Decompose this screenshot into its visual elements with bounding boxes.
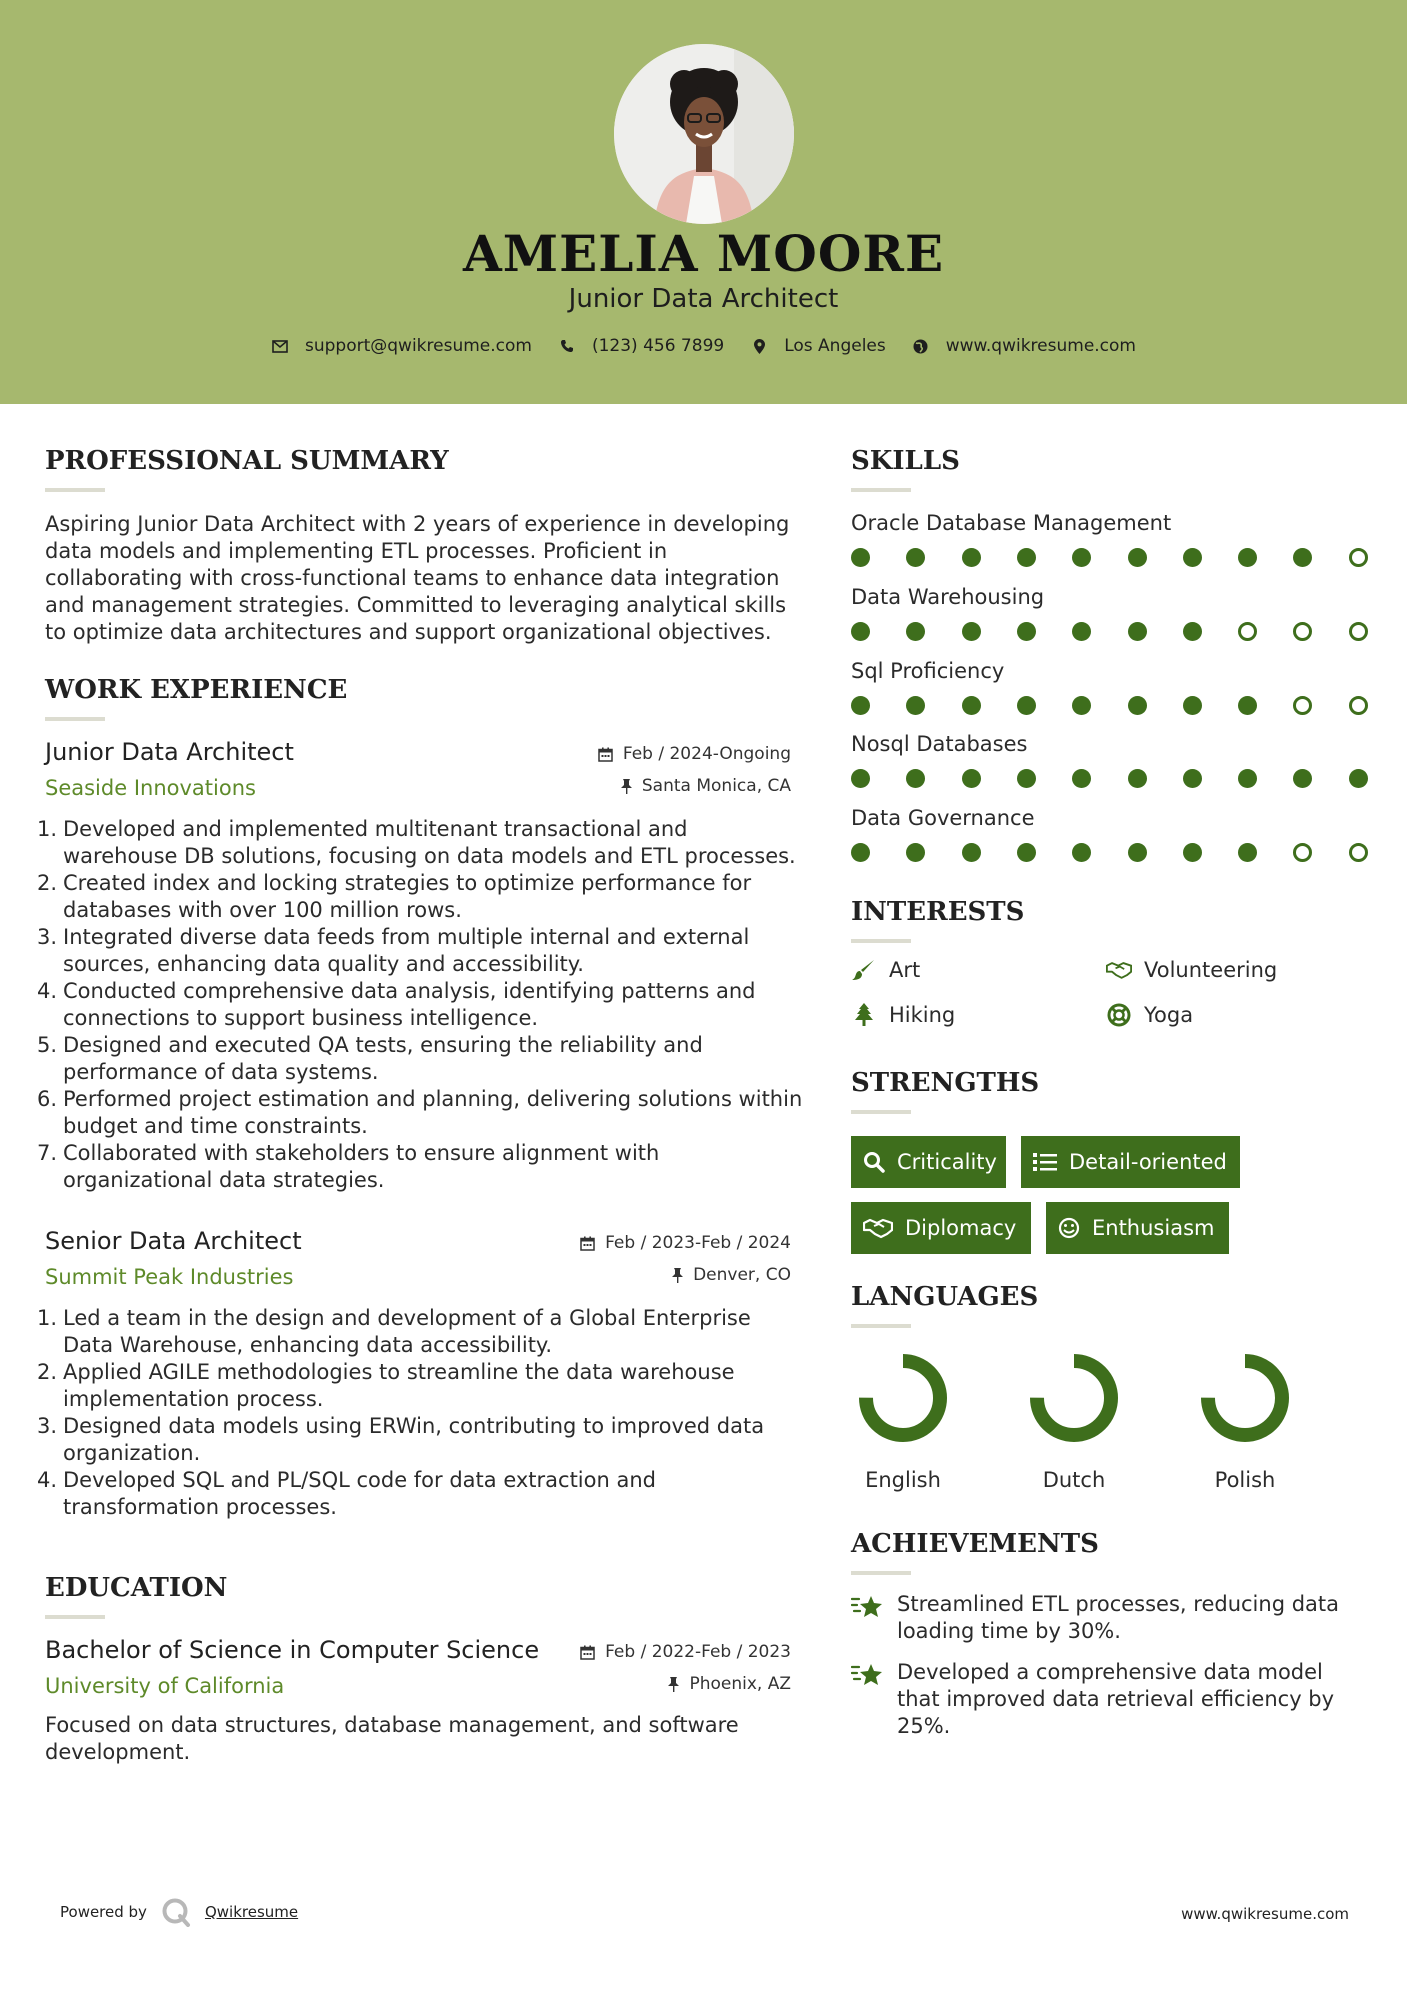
job-entry — [37, 1227, 791, 1527]
achievement-text: Streamlined ETL processes, reducing data loading time by 30%. — [897, 1592, 1339, 1643]
strength-label: Criticality — [897, 1150, 997, 1174]
footer-url[interactable]: www.qwikresume.com — [1181, 1905, 1349, 1923]
language-progress-ring — [1197, 1350, 1293, 1446]
education-heading: EDUCATION — [45, 1573, 228, 1603]
skill-dot-filled — [1128, 622, 1147, 641]
search-icon — [863, 1151, 885, 1173]
degree-title: Bachelor of Science in Computer Science — [45, 1636, 540, 1664]
tree-icon — [851, 1003, 877, 1027]
skill-dot-filled — [1128, 548, 1147, 567]
job-date-text: Feb / 2023-Feb / 2024 — [605, 1233, 791, 1253]
list-item: 4. Conducted comprehensive data analysis, identifying patterns and connections to support business intelligence. — [37, 979, 756, 1030]
experience-heading: WORK EXPERIENCE — [45, 675, 348, 705]
achievement-item — [851, 1591, 1351, 1645]
interest-item — [851, 958, 920, 982]
envelope-icon — [271, 337, 289, 355]
education-location — [668, 1674, 791, 1694]
achievements-rule — [851, 1571, 911, 1575]
profile-photo — [614, 44, 794, 224]
skill-item — [851, 585, 1371, 613]
skill-dot-empty — [1293, 696, 1312, 715]
strength-badge — [851, 1136, 1006, 1188]
skill-dot-filled — [1017, 843, 1036, 862]
skill-dot-filled — [851, 769, 870, 788]
skill-dot-filled — [906, 622, 925, 641]
skill-dot-filled — [906, 843, 925, 862]
candidate-role: Junior Data Architect — [568, 284, 839, 314]
job-location-text: Santa Monica, CA — [641, 776, 791, 796]
job-location — [621, 776, 791, 796]
contact-bar — [0, 336, 1407, 356]
achievement-item — [851, 1659, 1351, 1740]
skill-dot-filled — [962, 769, 981, 788]
resume-header — [0, 0, 1407, 404]
languages-rule — [851, 1324, 911, 1328]
job-bullets — [37, 1305, 805, 1521]
globe-icon — [912, 337, 930, 355]
list-item: 6. Performed project estimation and planning, delivering solutions within budget and time constraints. — [37, 1087, 803, 1138]
skill-dot-filled — [1183, 548, 1202, 567]
skill-name: Data Warehousing — [851, 585, 1045, 609]
star-award-icon — [851, 1659, 885, 1740]
skill-dot-filled — [1072, 843, 1091, 862]
skill-item — [851, 659, 1371, 687]
skill-name: Nosql Databases — [851, 732, 1028, 756]
interest-label: Volunteering — [1144, 958, 1278, 982]
strength-label: Diplomacy — [905, 1216, 1017, 1240]
education-date-text: Feb / 2022-Feb / 2023 — [605, 1642, 791, 1662]
job-date — [580, 1233, 791, 1253]
skill-dot-filled — [1238, 548, 1257, 567]
skill-dot-filled — [1183, 622, 1202, 641]
strengths-heading: STRENGTHS — [851, 1068, 1040, 1098]
skill-dot-filled — [1017, 696, 1036, 715]
strength-badge — [1021, 1136, 1240, 1188]
achievement-text: Developed a comprehensive data model that improved data retrieval efficiency by 25%. — [897, 1660, 1335, 1738]
job-location-text: Denver, CO — [693, 1265, 791, 1285]
interest-item — [1106, 958, 1277, 982]
skill-dot-filled — [851, 548, 870, 567]
skill-dot-filled — [851, 843, 870, 862]
qwikresume-link[interactable]: Qwikresume — [204, 1903, 299, 1921]
skill-dot-filled — [1072, 696, 1091, 715]
list-item: 7. Collaborated with stakeholders to ensure alignment with organizational data strategies. — [37, 1141, 660, 1192]
pushpin-icon — [668, 1677, 679, 1692]
experience-rule — [45, 717, 105, 721]
paintbrush-icon — [851, 958, 877, 982]
skill-name: Sql Proficiency — [851, 659, 1005, 683]
interest-label: Hiking — [889, 1003, 956, 1027]
job-entry — [37, 738, 803, 1198]
list-item: 1. Developed and implemented multitenant transactional and warehouse DB solutions, focusing on data models and ETL processes. — [37, 817, 796, 868]
contact-location-text: Los Angeles — [784, 336, 886, 356]
skill-item — [851, 732, 1371, 760]
interest-label: Art — [889, 958, 921, 982]
language-name: Dutch — [1042, 1468, 1106, 1492]
education-location-text: Phoenix, AZ — [689, 1674, 791, 1694]
handshake-icon — [863, 1217, 893, 1239]
map-marker-icon — [750, 337, 768, 355]
pushpin-icon — [672, 1268, 683, 1283]
skill-dot-empty — [1349, 843, 1368, 862]
skill-item — [851, 806, 1371, 834]
footer-powered — [60, 1897, 298, 1927]
list-item: 3. Designed data models using ERWin, contributing to improved data organization. — [37, 1414, 765, 1465]
list-item: 3. Integrated diverse data feeds from multiple internal and external sources, enhancing data quality and accessibility. — [37, 925, 750, 976]
languages-heading: LANGUAGES — [851, 1282, 1039, 1312]
skill-dot-filled — [962, 696, 981, 715]
achievements-heading: ACHIEVEMENTS — [851, 1529, 1099, 1559]
skill-dot-empty — [1349, 696, 1368, 715]
skill-dot-filled — [962, 843, 981, 862]
job-title: Senior Data Architect — [45, 1227, 302, 1255]
summary-text: Aspiring Junior Data Architect with 2 years of experience in developing data models and implementing ETL processes. Proficient in collaborating with cross-functional teams to enhance data integration and management strategies. Committed to leveraging analytical skills to optimize data architectures and support organizational objectives. — [45, 512, 790, 644]
interest-item — [851, 1003, 955, 1027]
list-item: 2. Applied AGILE methodologies to streamline the data warehouse implementation process. — [37, 1360, 735, 1411]
skill-dot-filled — [962, 548, 981, 567]
contact-website-text: www.qwikresume.com — [945, 336, 1136, 356]
skill-dot-empty — [1349, 622, 1368, 641]
skill-dot-empty — [1293, 843, 1312, 862]
interests-rule — [851, 939, 911, 943]
language-item — [828, 1350, 978, 1492]
contact-email[interactable] — [271, 336, 532, 356]
job-date — [598, 744, 791, 764]
list-item: 5. Designed and executed QA tests, ensuring the reliability and performance of data systems. — [37, 1033, 703, 1084]
skill-dot-filled — [1017, 548, 1036, 567]
contact-website[interactable] — [912, 336, 1136, 356]
skill-dot-empty — [1238, 622, 1257, 641]
skill-dot-filled — [1072, 548, 1091, 567]
language-name: English — [865, 1468, 941, 1492]
pushpin-icon — [621, 779, 632, 794]
star-award-icon — [851, 1591, 885, 1645]
education-rule — [45, 1615, 105, 1619]
skill-dot-filled — [1293, 548, 1312, 567]
qwikresume-logo-icon — [161, 1897, 191, 1927]
education-entry — [45, 1636, 791, 1776]
list-item: 2. Created index and locking strategies to optimize performance for databases with over 100 million rows. — [37, 871, 752, 922]
education-date — [580, 1642, 791, 1662]
skill-dot-filled — [851, 696, 870, 715]
calendar-icon — [580, 1236, 595, 1251]
candidate-name: AMELIA MOORE — [462, 224, 945, 283]
strengths-rule — [851, 1110, 911, 1114]
interest-item — [1106, 1003, 1193, 1027]
calendar-icon — [580, 1645, 595, 1660]
list-item: 4. Developed SQL and PL/SQL code for data extraction and transformation processes. — [37, 1468, 656, 1519]
list-item: 1. Led a team in the design and development of a Global Enterprise Data Warehouse, enhancing data accessibility. — [37, 1306, 751, 1357]
job-company: Summit Peak Industries — [45, 1265, 294, 1289]
strength-badge — [851, 1202, 1031, 1254]
strength-label: Enthusiasm — [1092, 1216, 1215, 1240]
skill-item — [851, 511, 1371, 539]
school-name: University of California — [45, 1674, 285, 1698]
job-bullets — [37, 816, 805, 1194]
skill-dot-filled — [1072, 622, 1091, 641]
job-title: Junior Data Architect — [45, 738, 294, 766]
skill-dot-filled — [1072, 769, 1091, 788]
skill-dot-filled — [1128, 843, 1147, 862]
skill-dot-filled — [962, 622, 981, 641]
skill-dot-filled — [1183, 696, 1202, 715]
education-description: Focused on data structures, database management, and software development. — [45, 1713, 739, 1764]
skill-dot-filled — [1017, 769, 1036, 788]
skill-dot-filled — [1183, 843, 1202, 862]
contact-phone-text: (123) 456 7899 — [591, 336, 725, 356]
skill-dot-filled — [1349, 769, 1368, 788]
skill-name: Oracle Database Management — [851, 511, 1172, 535]
job-location — [672, 1265, 791, 1285]
skill-dot-filled — [1238, 843, 1257, 862]
skill-name: Data Governance — [851, 806, 1035, 830]
contact-location — [750, 336, 886, 356]
skill-dot-filled — [1238, 769, 1257, 788]
skill-dot-filled — [851, 622, 870, 641]
summary-rule — [45, 488, 105, 492]
language-item — [1170, 1350, 1320, 1492]
skill-dot-empty — [1293, 622, 1312, 641]
interest-label: Yoga — [1144, 1003, 1194, 1027]
smile-icon — [1058, 1217, 1080, 1239]
skill-dot-filled — [906, 548, 925, 567]
calendar-icon — [598, 747, 613, 762]
skill-dot-filled — [1293, 769, 1312, 788]
skill-dot-empty — [1349, 548, 1368, 567]
lifering-icon — [1106, 1003, 1132, 1027]
contact-phone[interactable] — [558, 336, 724, 356]
skill-dot-filled — [906, 696, 925, 715]
skill-dot-filled — [1238, 696, 1257, 715]
powered-by-label: Powered by — [60, 1903, 147, 1921]
strength-label: Detail-oriented — [1069, 1150, 1227, 1174]
interests-heading: INTERESTS — [851, 897, 1025, 927]
language-progress-ring — [1026, 1350, 1122, 1446]
language-name: Polish — [1214, 1468, 1276, 1492]
job-date-text: Feb / 2024-Ongoing — [622, 744, 791, 764]
phone-icon — [558, 337, 576, 355]
skill-dot-filled — [906, 769, 925, 788]
summary-heading: PROFESSIONAL SUMMARY — [45, 446, 449, 476]
strength-badge — [1046, 1202, 1229, 1254]
handshake-icon — [1106, 959, 1132, 981]
contact-email-text: support@qwikresume.com — [305, 336, 532, 356]
skills-heading: SKILLS — [851, 446, 960, 476]
skills-rule — [851, 488, 911, 492]
job-company: Seaside Innovations — [45, 776, 256, 800]
language-progress-ring — [855, 1350, 951, 1446]
skill-dot-filled — [1128, 696, 1147, 715]
skill-dot-filled — [1017, 622, 1036, 641]
skill-dot-filled — [1183, 769, 1202, 788]
list-icon — [1033, 1152, 1057, 1172]
skill-dot-filled — [1128, 769, 1147, 788]
language-item — [999, 1350, 1149, 1492]
